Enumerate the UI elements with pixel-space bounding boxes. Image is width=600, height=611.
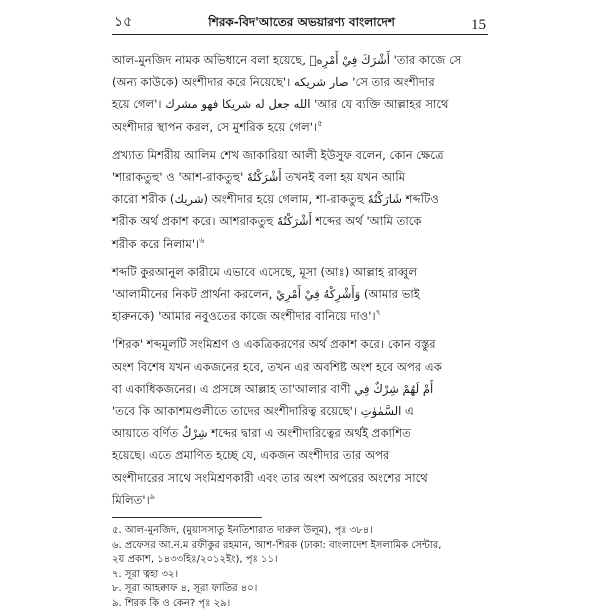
para-line: আল-মুনজিদ নামক অভিধানে বলা হয়েছে, أَشْرَكَ فِيْ أَمْرِهٖ 'তার কাজে সে — [112, 53, 462, 67]
para-line: অংশীদার স্থাপন করল, সে মুশরিক হয়ে গেল'। — [112, 119, 318, 134]
para-line: বা একাধিকজনের। এ প্রসঙ্গে আল্লাহ তা'আলার বাণী أَمْ لَهُمْ شِرْكٌ فِي — [112, 381, 434, 396]
footnote-ref: ৬ — [199, 235, 205, 245]
footnote-ref: ৭ — [375, 308, 381, 318]
footnotes — [112, 524, 488, 611]
para-line: আয়াতে বর্ণিত شِرْكٌ শব্দের দ্বারা এ অংশীদারিত্বের অর্থই প্রকাশিত — [112, 426, 411, 441]
footnote-ref: ৯ — [149, 492, 155, 501]
para-line: হারুনকে) 'আমার নবুওতের কাজে অংশীদার বানিয়ে দাও'। — [112, 309, 376, 324]
para-line: প্রখ্যাত মিশরীয় আলিম শেখ জাকারিয়া আলী ইউসুফ বলেন, কোন ক্ষেত্রে — [112, 147, 444, 162]
paragraph-quran-musa — [112, 261, 488, 328]
para-line: হয়ে গেল'। الله جعل له شريكا فهو مشرك 'আর যে ব্যক্তি আল্লাহর সাথে — [112, 97, 449, 112]
para-line: হয়েছে। এতে প্রমাণিত হচ্ছে যে, একজন অংশীদার তার অপর — [112, 448, 390, 463]
running-title: শিরক-বিদ'আতের অভয়ারণ্য বাংলাদেশ — [208, 15, 395, 29]
para-line: অংশীদারের সাথে সংমিশ্রণকারী এবং তার অংশ অপরের অংশের সাথে — [112, 470, 428, 485]
page-number-bengali: ১৫ — [114, 14, 133, 30]
paragraph-shirk-meaning — [112, 333, 488, 511]
running-header — [112, 10, 488, 35]
para-line: অংশ বিশেষ যখন একজনের হবে, তখন এর অবশিষ্ট অংশ হবে অপর এক — [112, 359, 442, 374]
para-line: 'তবে কি আকাশমণ্ডলীতে তাদের অংশীদারিত্ব রয়েছে'। السَّمٰوٰتِ এ — [112, 404, 414, 419]
para-line: (অন্য কাউকে) অংশীদার করে নিয়েছে'। صار شريكه 'সে তার অংশীদার — [112, 75, 435, 90]
page-number: 15 — [471, 17, 486, 33]
para-line: শরীক করে নিলাম'। — [112, 236, 200, 251]
para-line: 'শিরক' শব্দমূলটি সংমিশ্রণ ও একত্রিকরণের অর্থ প্রকাশ করে। কোন বস্তুর — [112, 337, 436, 352]
paragraph-definition-munjid — [112, 49, 488, 138]
footnote-item: ৬. প্রফেসর আ.ন.ম রফীকুর রহমান, আশ-শিরক (ঢাকা: বাংলাদেশ ইসলামিক সেন্টার, — [112, 539, 442, 551]
footnote-divider — [112, 517, 262, 518]
footnote-item: ২য় প্রকাশ, ১৪৩৩হিঃ/২০১২ইং), পৃঃ ১১। — [112, 554, 278, 566]
para-line: মিলিত'। — [112, 492, 150, 507]
footnote-item: ৫. আল-মুনজিদ, (মুয়াসসাতু ইনতিশারাত দারুল উলূম), পৃঃ ৩৮৪। — [112, 525, 373, 537]
para-line: কারো শরীক (شريك) অংশীদার হয়ে গেলাম, শা-রাকতুহু شَارَكْتُهٗ শব্দটিও — [112, 192, 439, 207]
para-line: 'আলামীনের নিকট প্রার্থনা করলেন, وَأَشْرِكْهُ فِيْ أَمْرِيْ (আমার ভাই — [112, 287, 420, 302]
paragraph-zakaria — [112, 144, 488, 255]
para-line: 'শারাকতুহু' ও 'আশ-রাকতুহু' أَشْرَكْتُهٗ তখনই বলা হয় যখন আমি — [112, 170, 406, 185]
footnote-item: ৭. সূরা ত্বহা ৩২। — [112, 568, 179, 580]
footnote-ref: ৫ — [317, 118, 323, 128]
page-body — [112, 49, 488, 611]
footnote-item: ৮. সূরা আহক্বাফ ৪, সূরা ফাতির ৪০। — [112, 583, 258, 595]
footnote-item: ৯. শিরক কি ও কেন? পৃঃ ২৯। — [112, 597, 231, 609]
para-line: শরীক অর্থ প্রকাশ করে। আশরাকতুহু أَشْرَكْتُهٗ শব্দের অর্থ 'আমি তাকে — [112, 214, 422, 229]
para-line: শব্দটি কুরআনুল কারীমে এভাবে এসেছে, মূসা (আঃ) আল্লাহ রাব্বুল — [112, 264, 417, 279]
